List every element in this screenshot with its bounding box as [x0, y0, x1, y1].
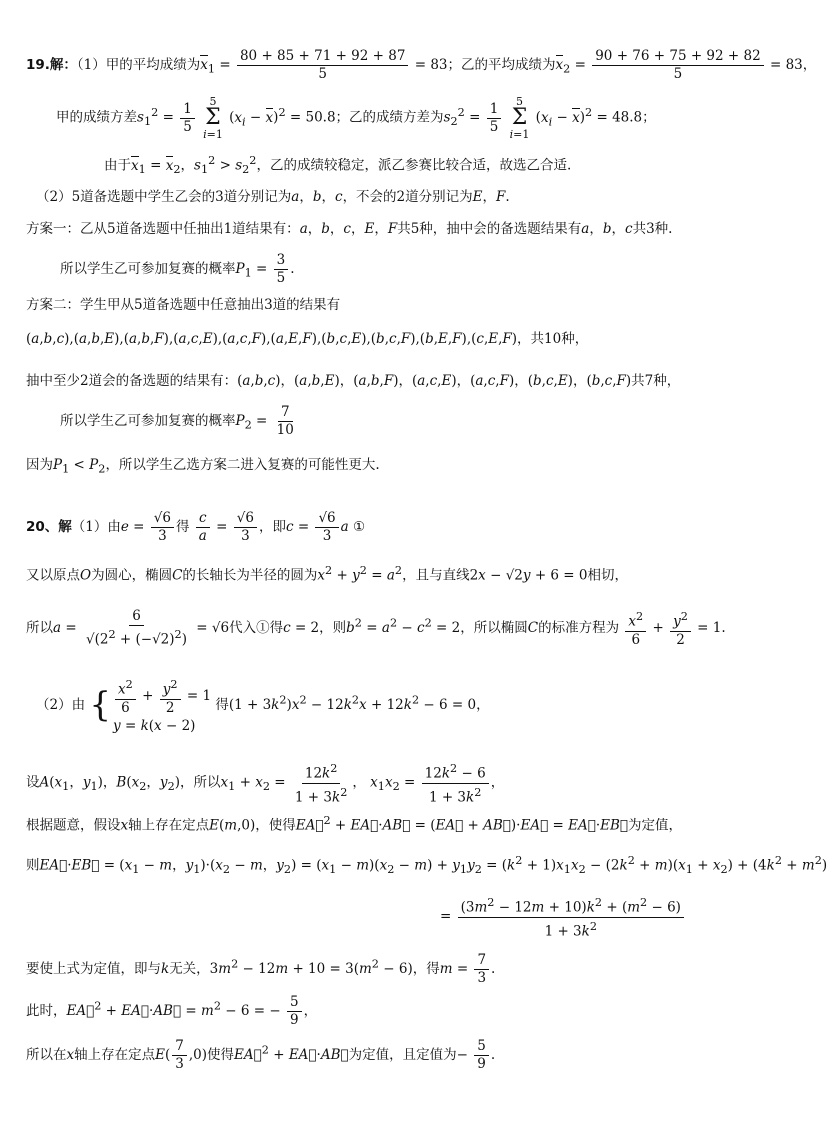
q19-line-7: 方案二：学生甲从5道备选题中任意抽出3道的结果有: [26, 297, 341, 313]
q20-line-5: 设$A(x_1$，$y_1$)，$B(x_2$，$y_2$)，所以$x_1 + x_2$ = $\frac{12k^2}{1 + 3k^2}$ ， $x_1x_2$ = $\frac{12k^2 - 6}{1 + 3k^2}$ ，: [26, 762, 505, 805]
q20-line-3: 所以a = $\frac{6}{√(2^2 + (-√2)^2)}$ = √6代入①得c = 2，则$b^2 = a^2 - c^2 = 2$，所以椭圆C的标准方程为 $\frac{x^2}{6}$ + $\frac{y^2}{2}$ = 1.: [26, 608, 726, 648]
q19-line-8: (a,b,c),(a,b,E),(a,b,F),(a,c,E),(a,c,F),(a,E,F),(b,c,E),(b,c,F),(b,E,F),(c,E,F)，共10种，: [26, 331, 589, 347]
q19-line-4: （2）5道备选题中学生乙会的3道分别记为a，b，c，不会的2道分别记为E，F.: [36, 189, 510, 205]
q20-line-4: （2）由 { $\frac{x^2}{6}$ + $\frac{y^2}{2}$ = 1 y = k(x − 2) 得$(1 + 3k^2)x^2 - 12k^2x + 12k^2 - 6 = 0$，: [36, 678, 490, 734]
q19-line-2: 甲的成绩方差$s_1^2$ = $\frac{1}{5}$ 5 Σ i=1 $(x_i - x)^2 = 50.8$；乙的成绩方差为$s_2^2$ = $\frac{1}{5}$ 5 Σ i=1 $(x_i - x)^2 = 48.8$；: [56, 95, 656, 141]
q19-line-10: 所以学生乙可参加复赛的概率$P_2$ = $\frac{7}{10}$: [60, 404, 294, 438]
q20-line-1: 20、解（1）由e = $\frac{√6}{3}$ 得 $\frac{c}{a}$ = $\frac{√6}{3}$ ，即c = $\frac{√6}{3}$ a ①: [26, 510, 366, 544]
q19-line-3: 由于$x_1 = x_2$，$s_1^2 > s_2^2$，乙的成绩较稳定，派乙参赛比较合适，故选乙合适.: [104, 154, 572, 177]
q19-line-1: 19.解：（1）甲的平均成绩为$x_1$ = $\frac{80 + 85 + 71 + 92 + 87}{5}$ = 83；乙的平均成绩为$x_2$ = $\frac{90 + 76 + 75 + 92 + 82}{5}$ = 83，: [26, 48, 817, 82]
q19-line-9: 抽中至少2道会的备选题的结果有：(a,b,c)，(a,b,E)，(a,b,F)，(a,c,E)，(a,c,F)，(b,c,E)，(b,c,F)共7种，: [26, 373, 681, 389]
q20-line-9: 要使上式为定值，即与k无关，$3m^2 - 12m + 10 = 3(m^2 - 6)$，得m = $\frac{7}{3}$ .: [26, 952, 496, 986]
q20-line-2: 又以原点O为圆心，椭圆C的长轴长为半径的圆为$x^2 + y^2 = a^2$，且与直线2x − √2y + 6 = 0相切，: [26, 564, 628, 584]
q19-line-5: 方案一：乙从5道备选题中任抽出1道结果有：a，b，c，E，F共5种，抽中会的备选题结果有a，b，c共3种.: [26, 221, 673, 237]
q19-line-11: 因为$P_1 < P_2$，所以学生乙选方案二进入复赛的可能性更大.: [26, 457, 380, 476]
q20-line-8: = $\frac{(3m^2 - 12m + 10)k^2 + (m^2 - 6)}{1 + 3k^2}$: [440, 894, 686, 940]
q19-line-6: 所以学生乙可参加复赛的概率$P_1$ = $\frac{3}{5}$ .: [60, 252, 295, 286]
q20-line-11: 所以在x轴上存在定点E( $\frac{7}{3}$ ,0)使得EA⃗$^2$ + EA⃗·AB⃗为定值，且定值为− $\frac{5}{9}$ .: [26, 1038, 496, 1072]
q20-line-6: 根据题意，假设x轴上存在定点E(m,0)，使得EA⃗$^2$ + EA⃗·AB⃗ = (EA⃗ + AB⃗)·EA⃗ = EA⃗·EB⃗为定值，: [26, 814, 682, 834]
q20-line-10: 此时，EA⃗$^2$ + EA⃗·AB⃗ = $m^2 - 6$ = − $\frac{5}{9}$ ，: [26, 994, 318, 1028]
q20-line-7: 则EA⃗·EB⃗ = ($x_1 - m$，$y_1)\cdot(x_2 - m$，$y_2) = (x_1 - m)(x_2 - m) + y_1y_2 = (k^2 + 1)x_1x_2 - (2k^2 + m)(x_1 + x_2) + (4k^2 + m^2)$: [26, 854, 827, 877]
